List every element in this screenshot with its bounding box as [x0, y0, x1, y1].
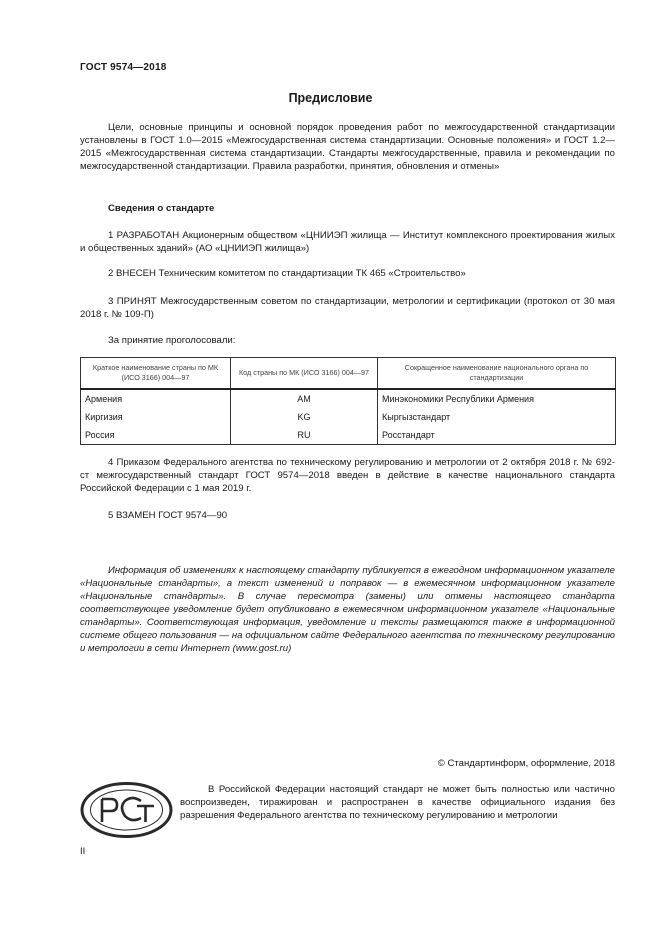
voted-label: За принятие проголосовали:	[108, 335, 236, 346]
document-header: ГОСТ 9574—2018	[80, 62, 167, 73]
item-adopted: 3 ПРИНЯТ Межгосударственным советом по стандартизации, метрологии и сертификации (протокол от 30 мая 2018 г. № 109-П)	[80, 296, 615, 320]
item-submitted: 2 ВНЕСЕН Техническим комитетом по стандартизации ТК 465 «Строительство»	[108, 268, 466, 279]
code-cell: AM	[231, 389, 378, 408]
agency-cell: Росстандарт	[378, 426, 616, 445]
rst-certification-mark-icon	[80, 781, 173, 839]
country-cell: Армения	[81, 389, 231, 408]
reproduction-notice: В Российской Федерации настоящий стандарт не может быть полностью или частично воспроизведен, тиражирован и распространен в качестве официального издания без разрешения Федерального агентства по техническому регулированию и метрологии	[180, 784, 615, 821]
item-replaces: 5 ВЗАМЕН ГОСТ 9574—90	[108, 510, 228, 521]
page-number: II	[80, 846, 86, 857]
country-cell: Киргизия	[81, 408, 231, 426]
column-header-agency: Сокращенное наименование национального органа по стандартизации	[378, 358, 616, 390]
voting-table	[80, 357, 616, 445]
code-cell: RU	[231, 426, 378, 445]
intro-paragraph: Цели, основные принципы и основной порядок проведения работ по межгосударственной стандартизации установлены в ГОСТ 1.0—2015 «Межгосударственная система стандартизации. Основные положения» и ГОСТ 1.2—2015 «Межгосударственная система стандартизации. Стандарты межгосударственные, правила и рекомендации по межгосударственной стандартизации. Правила разработки, принятия, обновления и отмены»	[80, 122, 615, 172]
copyright-line: © Стандартинформ, оформление, 2018	[437, 758, 615, 769]
table-row	[81, 389, 616, 408]
agency-cell: Минэкономики Республики Армения	[378, 389, 616, 408]
agency-cell: Кыргызстандарт	[378, 408, 616, 426]
column-header-country: Краткое наименование страны по МК (ИСО 3166) 004—97	[81, 358, 231, 390]
changes-info-notice: Информация об изменениях к настоящему стандарту публикуется в ежегодном информационном указателе «Национальные стандарты», а текст изменений и поправок — в ежемесячном информационном указателе «Национальные стандарты». В случае пересмотра (замены) или отмены настоящего стандарта соответствующее уведомление будет опубликовано в ежемесячном информационном указателе «Национальные стандарты». Соответствующая информация, уведомление и тексты размещаются также в информационной системе общего пользования — на официальном сайте Федерального агентства по техническому регулированию и метрологии в сети Интернет (www.gost.ru)	[80, 565, 615, 654]
column-header-code: Код страны по МК (ИСО 3166) 004—97	[231, 358, 378, 390]
table-header-row	[81, 358, 616, 390]
country-cell: Россия	[81, 426, 231, 445]
item-enacted: 4 Приказом Федерального агентства по техническому регулированию и метрологии от 2 октября 2018 г. № 692-ст межгосударственный стандарт ГОСТ 9574—2018 введен в действие в качестве национального стандарта Российской Федерации с 1 мая 2019 г.	[80, 457, 615, 494]
table-row	[81, 426, 616, 445]
table-row	[81, 408, 616, 426]
item-developed: 1 РАЗРАБОТАН Акционерным обществом «ЦНИИЭП жилища — Институт комплексного проектирования жилых и общественных зданий» (АО «ЦНИИЭП жилища»)	[80, 230, 615, 254]
page-title: Предисловие	[288, 91, 373, 105]
info-heading: Сведения о стандарте	[108, 203, 215, 214]
code-cell: KG	[231, 408, 378, 426]
